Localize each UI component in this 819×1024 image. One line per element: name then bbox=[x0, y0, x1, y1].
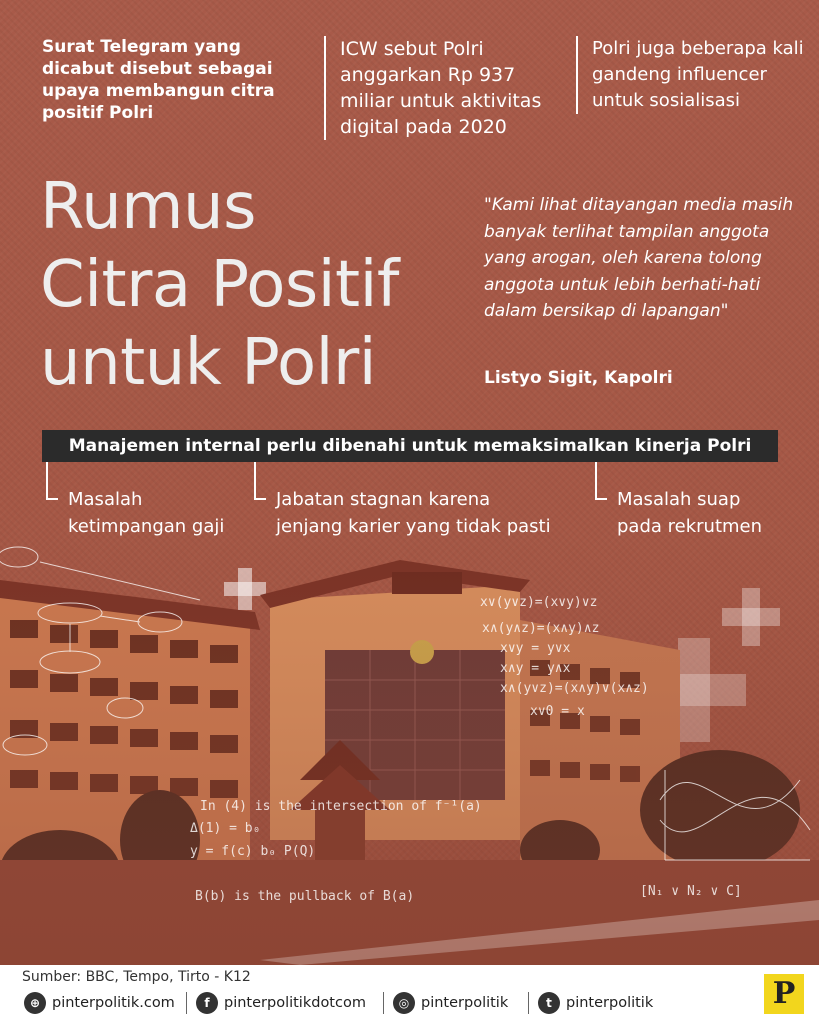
pinterpolitik-logo: P bbox=[764, 974, 804, 1014]
header-point-1 bbox=[42, 36, 302, 124]
website-label: pinterpolitik.com bbox=[52, 995, 175, 1011]
facebook-icon: f bbox=[196, 992, 218, 1014]
header-point-3-text: Polri juga beberapa kali gandeng influencer untuk sosialisasi bbox=[592, 38, 804, 111]
facebook-label: pinterpolitikdotcom bbox=[224, 995, 366, 1011]
branch-2-line-2: jenjang karier yang tidak pasti bbox=[276, 516, 551, 537]
branch-1-line-1: Masalah bbox=[68, 489, 143, 510]
divider bbox=[528, 992, 529, 1014]
twitter-icon: t bbox=[538, 992, 560, 1014]
header-point-1-text: Surat Telegram yang dicabut disebut sebagai upaya membangun citra positif Polri bbox=[42, 37, 275, 123]
instagram-label: pinterpolitik bbox=[421, 995, 509, 1011]
branch-3-line-2: pada rekrutmen bbox=[617, 516, 763, 537]
divider bbox=[186, 992, 187, 1014]
branch-connector bbox=[595, 462, 607, 500]
quote-author: Listyo Sigit, Kapolri bbox=[484, 368, 673, 388]
svg-text:x∧y = y∧x: x∧y = y∧x bbox=[500, 661, 571, 676]
quote-text: "Kami lihat ditayangan media masih banyak terlihat tampilan anggota yang arogan, oleh karena tolong anggota untuk lebih berhati-hati dalam bersikap di lapangan" bbox=[484, 195, 794, 321]
building-illustration bbox=[0, 540, 819, 965]
header-point-3 bbox=[576, 36, 806, 114]
branch-2-line-1: Jabatan stagnan karena bbox=[276, 489, 491, 510]
title-line-1: Rumus bbox=[40, 170, 256, 244]
svg-text:x∨(y∨z)=(x∨y)∨z: x∨(y∨z)=(x∨y)∨z bbox=[480, 595, 598, 610]
branch-1-line-2: ketimpangan gaji bbox=[68, 516, 225, 537]
globe-icon: ⊕ bbox=[24, 992, 46, 1014]
branch-3-line-1: Masalah suap bbox=[617, 489, 741, 510]
banner: Manajemen internal perlu dibenahi untuk memaksimalkan kinerja Polri bbox=[42, 430, 778, 462]
branch-connector bbox=[46, 462, 58, 500]
twitter-label: pinterpolitik bbox=[566, 995, 654, 1011]
source-text: Sumber: BBC, Tempo, Tirto - K12 bbox=[22, 969, 251, 985]
instagram-icon: ◎ bbox=[393, 992, 415, 1014]
branch-connector bbox=[254, 462, 266, 500]
header-point-2-text: ICW sebut Polri anggarkan Rp 937 miliar untuk aktivitas digital pada 2020 bbox=[340, 38, 542, 138]
instagram-link[interactable] bbox=[393, 992, 508, 1014]
main-title bbox=[40, 168, 460, 402]
svg-text:In (4) is the intersection of: In (4) is the intersection of f⁻¹(a) bbox=[200, 799, 482, 814]
svg-text:y = f(c) b₀ P(Q): y = f(c) b₀ P(Q) bbox=[190, 844, 316, 859]
header-point-2 bbox=[324, 36, 556, 140]
svg-text:x∧(y∧z)=(x∧y)∧z: x∧(y∧z)=(x∧y)∧z bbox=[482, 621, 600, 636]
svg-text:Δ(1) = b₀: Δ(1) = b₀ bbox=[190, 821, 261, 836]
svg-text:x∨y = y∨x: x∨y = y∨x bbox=[500, 641, 571, 656]
svg-text:x∨0 = x: x∨0 = x bbox=[530, 704, 585, 719]
title-line-2: Citra Positif bbox=[40, 248, 399, 322]
svg-text:[N₁ ∨ N₂ ∨ C]: [N₁ ∨ N₂ ∨ C] bbox=[640, 884, 742, 899]
divider bbox=[383, 992, 384, 1014]
facebook-link[interactable] bbox=[196, 992, 366, 1014]
svg-text:x∧(y∨z)=(x∧y)∨(x∧z): x∧(y∨z)=(x∧y)∨(x∧z) bbox=[500, 681, 649, 696]
svg-text:B(b) is the pullback of B(a): B(b) is the pullback of B(a) bbox=[195, 889, 415, 904]
website-link[interactable] bbox=[24, 992, 175, 1014]
twitter-link[interactable] bbox=[538, 992, 653, 1014]
title-line-3: untuk Polri bbox=[40, 326, 377, 400]
